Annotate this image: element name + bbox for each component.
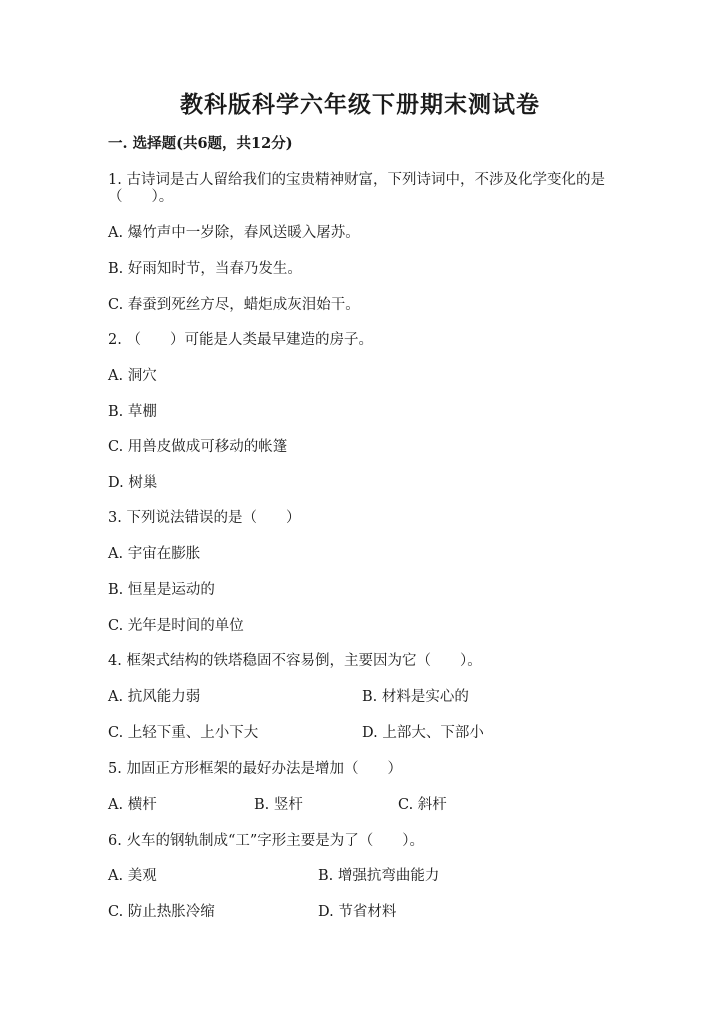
question-1-option-a: A. 爆竹声中一岁除，春风送暖入屠苏。 [108,225,360,241]
question-2-option-a: A. 洞穴 [108,368,157,384]
question-4-option-c: C. 上轻下重、上小下大 [108,725,259,741]
question-1-stem-cont: （ ）。 [108,189,174,205]
question-6-option-d: D. 节省材料 [318,904,397,920]
question-4-option-b: B. 材料是实心的 [362,689,469,705]
question-2-stem: 2. （ ）可能是人类最早建造的房子。 [108,332,373,348]
section-heading: 一. 选择题(共6题，共12分) [108,135,293,152]
question-2-option-b: B. 草棚 [108,404,157,420]
question-6-option-b: B. 增强抗弯曲能力 [318,868,440,884]
question-1-option-b: B. 好雨知时节，当春乃发生。 [108,261,302,277]
question-3-option-b: B. 恒星是运动的 [108,582,215,598]
question-1-stem: 1. 古诗词是古人留给我们的宝贵精神财富，下列诗词中，不涉及化学变化的是 [108,172,605,188]
question-6-option-c: C. 防止热胀冷缩 [108,904,215,920]
question-4-option-a: A. 抗风能力弱 [108,689,201,705]
question-4-option-d: D. 上部大、下部小 [362,725,484,741]
question-3-option-c: C. 光年是时间的单位 [108,618,244,634]
question-2-option-c: C. 用兽皮做成可移动的帐篷 [108,439,288,455]
question-5-option-c: C. 斜杆 [398,797,447,813]
question-6-option-a: A. 美观 [108,868,157,884]
question-5-option-b: B. 竖杆 [254,797,303,813]
page-title: 教科版科学六年级下册期末测试卷 [180,91,540,118]
question-2-option-d: D. 树巢 [108,475,158,491]
question-3-option-a: A. 宇宙在膨胀 [108,546,201,562]
question-5-stem: 5. 加固正方形框架的最好办法是增加（ ） [108,761,402,777]
question-5-option-a: A. 横杆 [108,797,157,813]
question-6-stem: 6. 火车的钢轨制成“工”字形主要是为了（ ）。 [108,833,425,849]
question-1-option-c: C. 春蚕到死丝方尽，蜡炬成灰泪始干。 [108,297,360,313]
question-4-stem: 4. 框架式结构的铁塔稳固不容易倒，主要因为它（ ）。 [108,653,482,669]
question-3-stem: 3. 下列说法错误的是（ ） [108,510,301,526]
